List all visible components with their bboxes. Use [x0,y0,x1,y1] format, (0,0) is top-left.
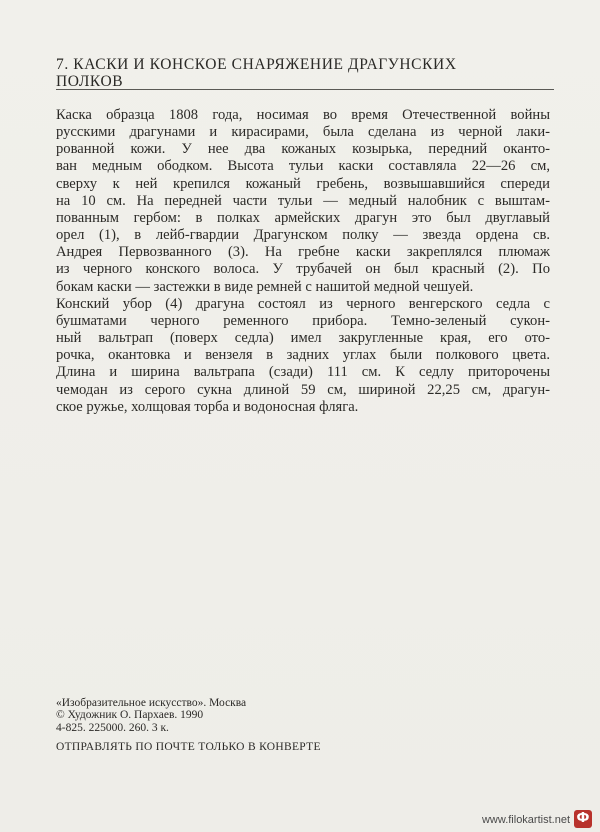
title-underline [56,89,554,90]
text-line: бушматами черного ременного прибора. Темно-зеленый сукон- [56,312,550,329]
text-line: рочка, окантовка и вензеля в задних углах были полкового цвета. [56,347,550,364]
title-line-2: ПОЛКОВ [56,73,124,90]
text-line: из черного конского волоса. У трубачей он был красный (2). По [56,261,550,278]
print-code-line: 4-825. 225000. 260. 3 к. [56,721,169,734]
text-line: Длина и ширина вальтрапа (сзади) 111 см. К седлу приторочены [56,364,550,381]
text-line: Каска образца 1808 года, носимая во время Отечественной войны [56,107,550,123]
text-line: ный вальтрап (поверх седла) имел закругленные края, его ото- [56,330,550,347]
text-line: чемодан из серого сукна длиной 59 см, шириной 22,25 см, драгун- [56,381,550,398]
page-title [56,56,556,90]
title-line-1: 7. КАСКИ И КОНСКОЕ СНАРЯЖЕНИЕ ДРАГУНСКИХ [56,56,457,73]
mailing-note: ОТПРАВЛЯТЬ ПО ПОЧТЕ ТОЛЬКО В КОНВЕРТЕ [56,741,321,754]
imprint-block [56,697,416,754]
text-line: на 10 см. На передней части тульи — медный налобник с выштам- [56,192,550,209]
text-line: пованным гербом: в полках армейских драгун это был двуглавый [56,209,550,226]
artist-line: © Художник О. Пархаев. 1990 [56,709,204,722]
text-line: ское ружье, холщовая торба и водоносная фляга. [56,398,359,415]
text-line: орел (1), в лейб-гвардии Драгунском полку — звезда ордена св. [56,227,550,244]
text-line: сверху к ней крепился кожаный гребень, возвышавшийся спереди [56,175,550,192]
text-line: Андрея Первозванного (3). На гребне каски закреплялся плюмаж [56,244,550,261]
text-line: русскими драгунами и кирасирами, была сделана из черной лаки- [56,124,550,141]
text-line: бокам каски — застежки в виде ремней с нашитой медной чешуей. [56,278,474,295]
site-logo-icon: Ф [574,810,592,828]
description-text [56,107,550,416]
text-line: ван медным ободком. Высота тульи каски составляла 22—26 см, [56,158,550,175]
text-line: рованной кожи. У нее два кожаных козырька, передний оканто- [56,141,550,158]
text-line: Конский убор (4) драгуна состоял из черного венгерского седла с [56,295,550,312]
watermark-link[interactable]: www.filokartist.net [481,814,570,826]
publisher-line: «Изобразительное искусство». Москва [56,697,247,709]
